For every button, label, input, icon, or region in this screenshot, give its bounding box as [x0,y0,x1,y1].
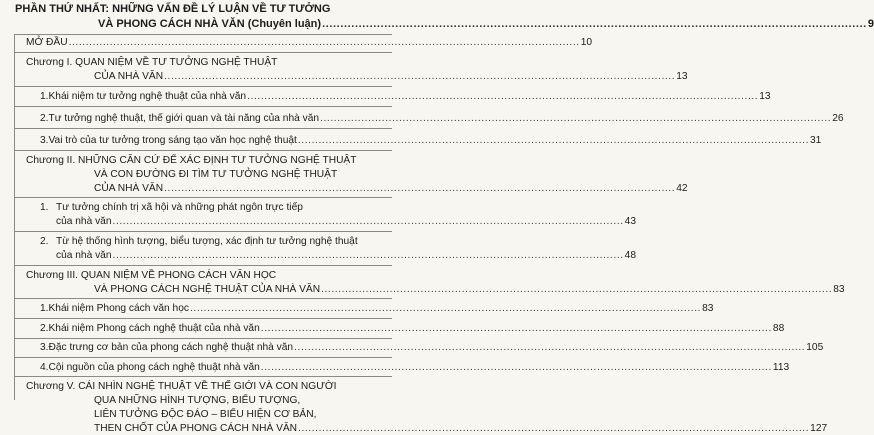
divider [14,128,392,129]
chapter-2-title-line2[interactable] [94,168,384,181]
item-text: Vai trò của tư tưởng trong sáng tạo văn học nghệ thuật [48,135,297,146]
divider [14,265,392,266]
chapter-title-cont: LIÊN TƯỞNG ĐỘC ĐÁO – BIỂU HIỆN CƠ BẢN, [94,409,317,420]
item-text: Từ hệ thống hình tượng, biểu tượng, xác định tư tưởng nghệ thuật [56,236,358,247]
item-number: 1. [40,91,49,102]
dot-leader: ..................................................................................................................................................... [189,303,702,314]
toc-item-line1[interactable] [40,201,377,214]
chapter-1-title-line1[interactable] [26,56,356,69]
chapter-5-title-line2[interactable] [94,394,384,407]
toc-item[interactable] [40,90,771,103]
dot-leader: ..................................................................................................................................................... [164,71,676,82]
left-border [14,34,15,400]
divider [14,338,392,339]
divider [14,197,392,198]
page-number: 13 [759,91,771,102]
item-number: 2. [40,236,49,247]
item-number: 3. [40,135,49,146]
toc-item[interactable] [40,134,822,147]
divider [14,376,392,377]
chapter-2-title-line1[interactable] [26,154,386,167]
divider [14,298,392,299]
divider [14,106,392,107]
page-number: 105 [806,342,824,353]
page-number: 113 [772,362,790,373]
chapter-title-cont: THEN CHỐT CỦA PHONG CÁCH NHÀ VĂN [94,423,298,434]
toc-item[interactable] [40,112,844,125]
page-number: 83 [833,284,845,295]
chapter-5-title-line3[interactable] [94,408,384,421]
divider [14,231,392,232]
divider [14,52,392,53]
dot-leader: ..................................................................................................................................................... [247,91,759,102]
page-number: 26 [832,113,844,124]
dot-leader: ..................................................................................................................................................... [112,250,624,261]
chapter-2-title-line3[interactable] [94,182,688,195]
item-number: 2. [40,113,49,124]
divider [14,86,392,87]
toc-item-line2[interactable] [56,215,636,228]
page-number: 10 [580,37,593,48]
page-number: 31 [810,135,822,146]
page-number: 43 [624,216,636,227]
page-number: 13 [676,71,688,82]
chapter-title-cont: CỦA NHÀ VĂN [94,71,164,82]
part-title: PHẦN THỨ NHẤT: NHỮNG VẤN ĐỀ LÝ LUẬN VỀ TƯ TƯỞNG [15,3,331,15]
chapter-title-cont: CỦA NHÀ VĂN [94,183,164,194]
dot-leader: ..................................................................................................................................................... [164,183,676,194]
entry-label: MỞ ĐẦU [26,37,68,48]
toc-item[interactable] [40,322,785,335]
page-number: 88 [772,323,785,334]
part-subtitle: VÀ PHONG CÁCH NHÀ VĂN (Chuyên luận) [98,18,322,30]
chapter-title-cont: VÀ PHONG CÁCH NGHỆ THUẬT CỦA NHÀ VĂN [94,284,321,295]
dot-leader: ..................................................................................................................................................... [260,323,772,334]
chapter-5-title-line4[interactable] [94,422,828,435]
part-heading-line1[interactable] [15,3,385,16]
divider [14,318,392,319]
divider [14,150,392,151]
dot-leader: ..................................................................................................................................................... [68,37,580,48]
item-text: Khái niệm tư tưởng nghệ thuật của nhà văn [48,91,247,102]
chapter-3-title-line1[interactable] [26,269,366,282]
chapter-1-title-line2[interactable] [94,70,688,83]
item-number: 1. [40,303,49,314]
item-number: 2. [40,323,49,334]
page-number: 127 [810,423,828,434]
item-text: Khái niệm Phong cách nghệ thuật của nhà văn [48,323,260,334]
item-text: Cội nguồn của phong cách nghệ thuật nhà văn [48,362,260,373]
dot-leader: ..................................................................................................................................................... [260,362,772,373]
page-number: 9 [867,18,874,30]
dot-leader: ..................................................................................................................................................... [298,423,810,434]
toc-item-line1[interactable] [40,235,385,248]
divider [14,34,392,35]
chapter-3-title-line2[interactable] [94,283,845,296]
item-number: 4. [40,362,49,373]
chapter-title: Chương III. QUAN NIỆM VỀ PHONG CÁCH VĂN HỌC [26,270,277,281]
item-text: Tư tưởng chính trị xã hội và những phát ngôn trực tiếp [56,202,303,213]
dot-leader: ..................................................................................................................................................... [294,342,806,353]
item-text: Khái niệm Phong cách văn học [48,303,189,314]
item-text-cont: của nhà văn [56,250,112,261]
dot-leader: ..................................................................................................................................................... [112,216,624,227]
item-text: Tư tưởng nghệ thuật, thế giới quan và tài năng của nhà văn [48,113,320,124]
divider [14,357,392,358]
item-text: Đặc trưng cơ bản của phong cách nghệ thuật nhà văn [48,342,294,353]
chapter-title: Chương II. NHỮNG CĂN CỨ ĐỂ XÁC ĐỊNH TƯ TƯỞNG NGHỆ THUẬT [26,155,357,166]
dot-leader: ..................................................................................................................................................... [297,135,810,146]
toc-item[interactable] [40,341,824,354]
chapter-title-cont: VÀ CON ĐƯỜNG ĐI TÌM TƯ TƯỞNG NGHỆ THUẬT [94,169,338,180]
chapter-5-title-line1[interactable] [26,380,391,393]
dot-leader: ..................................................................................................................................................... [322,18,867,30]
page-number: 48 [624,250,636,261]
page-number: 83 [702,303,714,314]
chapter-title-cont: QUA NHỮNG HÌNH TƯỢNG, BIỂU TƯỢNG, [94,395,301,406]
toc-item[interactable] [40,361,790,374]
toc-item[interactable] [40,302,714,315]
chapter-title: Chương I. QUAN NIỆM VỀ TƯ TƯỞNG NGHỆ THUẬT [26,57,278,68]
page-number: 42 [676,183,688,194]
dot-leader: ..................................................................................................................................................... [320,113,832,124]
item-number: 1. [40,202,49,213]
item-number: 3. [40,342,49,353]
toc-item-line2[interactable] [56,249,636,262]
toc-entry-mo-dau[interactable] [26,36,593,49]
chapter-title: Chương V. CÁI NHÌN NGHỆ THUẬT VỀ THẾ GIỚI VÀ CON NGƯỜI [26,381,337,392]
part-heading-line2[interactable] [98,18,874,31]
dot-leader: ..................................................................................................................................................... [321,284,833,295]
item-text-cont: của nhà văn [56,216,112,227]
